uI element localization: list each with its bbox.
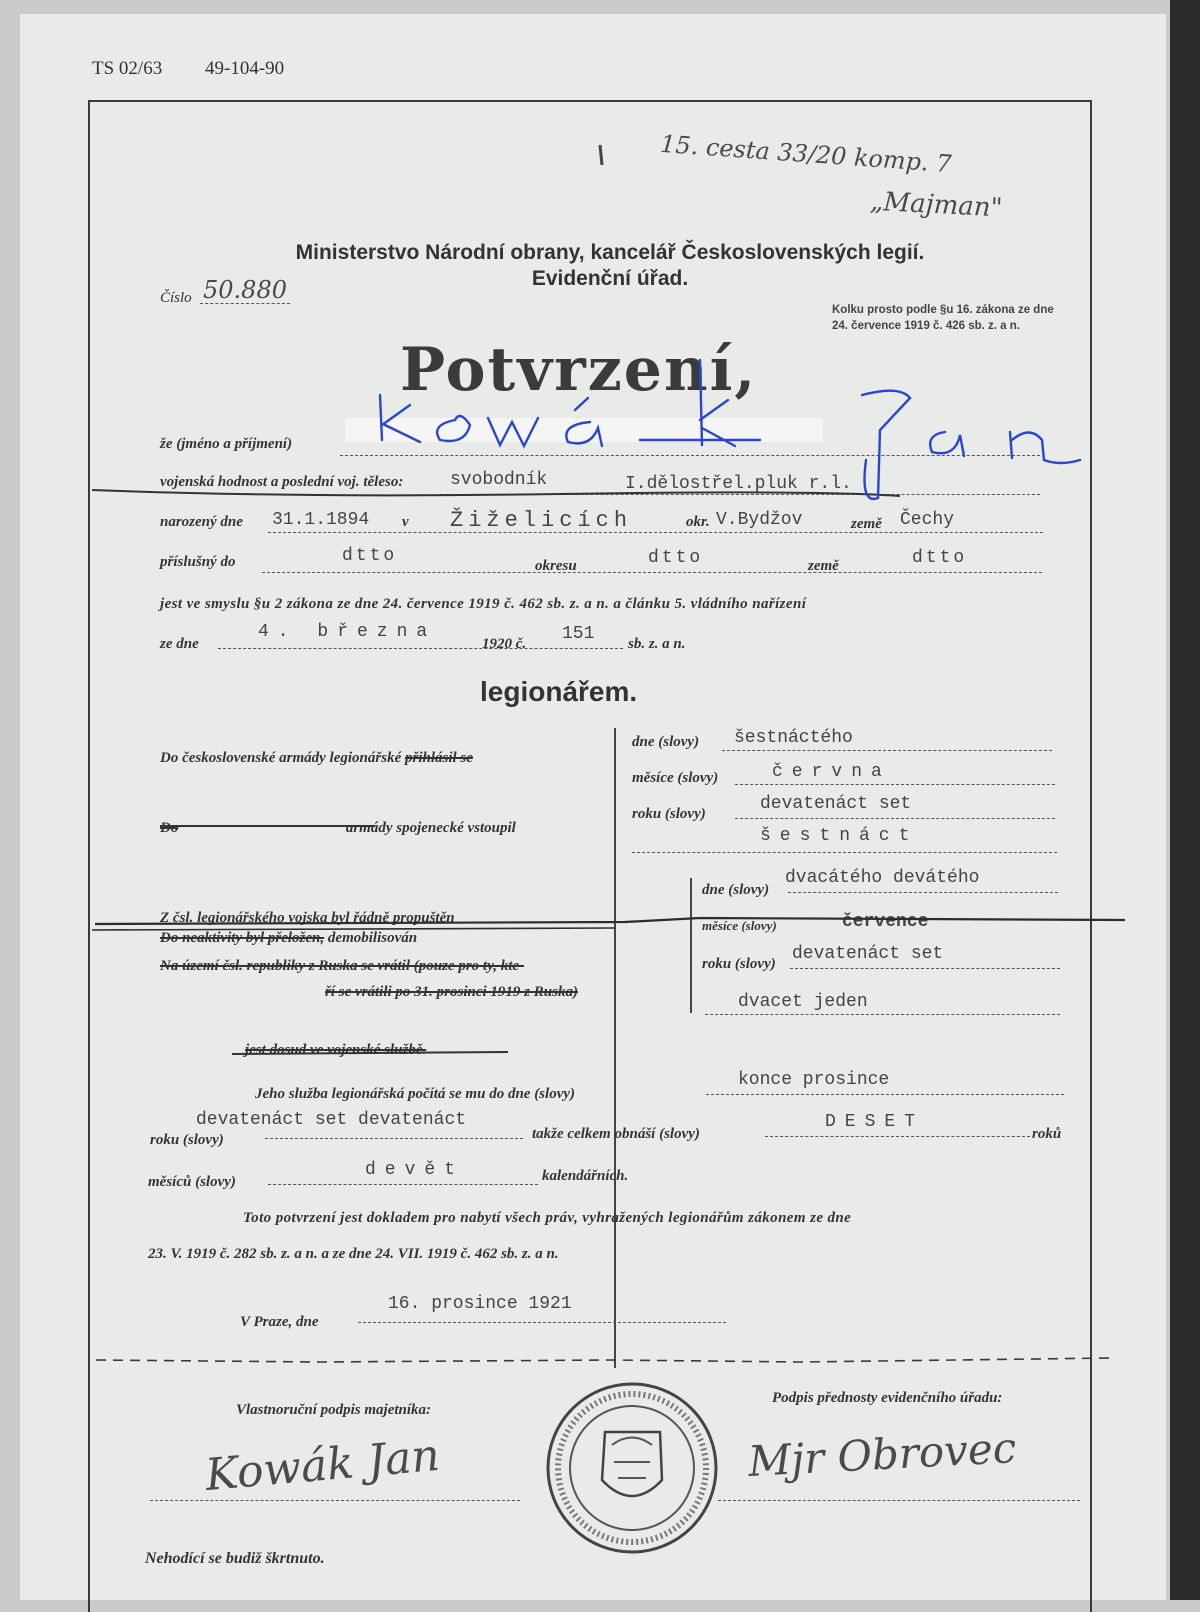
service-months-label: měsíců (slovy) [148, 1174, 236, 1190]
blue-letter-w [488, 418, 538, 446]
service-months-suffix: kalendářních. [542, 1168, 629, 1184]
head-signature: Mjr Obrovec [746, 1423, 1018, 1486]
law-date-label: ze dne [160, 636, 199, 652]
belongs-value: dtto [342, 546, 398, 566]
blue-letter-k [380, 395, 420, 442]
released-year-value-2: dvacet jeden [738, 992, 868, 1012]
joined-month-value: června [772, 762, 891, 782]
service-year-value: devatenáct set devatenáct [196, 1110, 467, 1130]
service-years-suffix: roků [1032, 1126, 1062, 1142]
pen-stroke-rank [92, 490, 900, 496]
document-subtitle: legionářem. [480, 676, 638, 707]
service-months-value: devět [365, 1160, 465, 1180]
reference-code: TS 02/63 [92, 58, 163, 79]
released-day-value: dvacátého devátého [785, 868, 980, 888]
born-date: 31.1.1894 [272, 510, 370, 530]
blue-letter-n [1010, 432, 1080, 463]
closing-line-2: 23. V. 1919 č. 282 sb. z. a n. a ze dne 24. VII. 1919 č. 462 sb. z. a n. [148, 1246, 559, 1262]
number-label: Číslo [160, 290, 192, 306]
owner-signature: Kowák Jan [203, 1429, 442, 1502]
rank-label: vojenská hodnost a poslední voj. těleso: [160, 474, 404, 490]
land2-value: dtto [912, 548, 968, 568]
born-district: V.Bydžov [716, 510, 803, 530]
district-label: okr. [686, 514, 710, 530]
okres-value: dtto [648, 548, 704, 568]
land2-label: země [808, 558, 839, 574]
born-label: narozený dne [160, 514, 243, 530]
blue-letter-j [862, 391, 910, 499]
stamp-exemption-note: Kolku prosto podle §u 16. zákona ze dne 24. července 1919 č. 426 sb. z. a n. [832, 304, 1054, 332]
released-line-3: Na území čsl. republiky z Ruska se vrátil (pouze pro ty, kte- [160, 958, 525, 974]
closing-line-1: Toto potvrzení jest dokladem pro nabytí všech práv, vyhražených legionářům zákonem ze dne [243, 1210, 852, 1226]
released-year-label: roku (slovy) [702, 956, 776, 972]
alt-army-suffix: armády spojenecké vstoupil [345, 820, 516, 836]
blue-letter-a [566, 398, 602, 446]
law-suffix: sb. z. a n. [628, 636, 686, 652]
footer-note: Nehodící se budiž škrtnuto. [145, 1550, 325, 1567]
released-line-2-kept: demobilisován [327, 930, 418, 946]
handwritten-note: 15. cesta 33/20 komp. 7 [659, 129, 953, 179]
joined-label-struck: přihlásil se [404, 750, 473, 766]
official-seal [548, 1384, 716, 1552]
born-in-label: v [402, 514, 409, 530]
joined-year-label: roku (slovy) [632, 806, 706, 822]
born-land: Čechy [900, 510, 955, 530]
born-place: Žiželicích [450, 508, 633, 533]
name-label: že (jméno a příjmení) [160, 436, 293, 452]
pen-tick-mark [600, 145, 602, 165]
unit-value: I.dělostřel.pluk r.l. [625, 474, 852, 494]
service-year-label: roku (slovy) [150, 1132, 224, 1148]
blue-letter-o [437, 416, 470, 441]
released-line-4: ří se vrátili po 31. prosinci 1919 z Ruska) [325, 984, 578, 1000]
pen-stroke-fold [96, 1358, 1112, 1362]
law-year: 1920 č. [482, 636, 527, 652]
blue-name-overlay [380, 360, 1080, 499]
service-start-label: Jeho služba legionářská počítá se mu do dne (slovy) [255, 1086, 576, 1102]
blue-letter-a2 [930, 432, 964, 456]
pen-strike-still-serving [232, 1052, 508, 1054]
place-label: V Praze, dne [240, 1314, 319, 1330]
law-date: 4. března [258, 622, 437, 642]
joined-label-text: Do československé armády legionářské [160, 750, 402, 766]
blue-letter-k2 [640, 360, 760, 446]
alt-army-prefix: Do [160, 820, 179, 836]
released-year-value-1: devatenáct set [792, 944, 944, 964]
place-date: 16. prosince 1921 [388, 1294, 572, 1314]
released-month-value: července [842, 912, 929, 932]
owner-signature-label: Vlastnoruční podpis majetníka: [236, 1402, 432, 1418]
head-signature-label: Podpis přednosty evidenčního úřadu: [772, 1390, 1003, 1406]
service-years-value: DESET [825, 1112, 925, 1132]
released-month-label: měsíce (slovy) [702, 918, 777, 933]
okres-label: okresu [535, 558, 577, 574]
law-text: jest ve smyslu §u 2 zákona ze dne 24. července 1919 č. 462 sb. z. a n. a článku 5. vládního nařízení [160, 596, 807, 612]
handwritten-name: „Majman" [869, 186, 1004, 224]
joined-day-value: šestnáctého [734, 728, 853, 748]
service-total-label: takže celkem obnáší (slovy) [532, 1126, 700, 1142]
ministry-line-2: Evidenční úřad. [531, 267, 689, 290]
joined-day-label: dne (slovy) [632, 734, 700, 750]
still-serving-struck: jest dosud ve vojenské službě. [245, 1042, 427, 1058]
law-number: 151 [562, 624, 595, 644]
joined-month-label: měsíce (slovy) [632, 770, 719, 786]
document-title: Potvrzení, [400, 335, 758, 405]
service-start-value: konce prosince [738, 1070, 890, 1090]
released-line-1: Z čsl. legionářského vojska byl řádně propuštěn [160, 910, 455, 926]
released-line-2-struck: Do neaktivity byl přeložen, [160, 930, 325, 946]
pen-stroke-release [95, 918, 1125, 924]
joined-year-value-1: devatenáct set [760, 794, 912, 814]
pen-stroke-release-2 [92, 928, 615, 930]
land-label: země [851, 516, 882, 532]
belongs-label: příslušný do [160, 554, 236, 570]
ministry-line-1: Ministerstvo Národní obrany, kancelář Československých legií. [295, 241, 925, 264]
rank-value: svobodník [450, 470, 548, 490]
joined-year-value-2: šestnáct [760, 826, 919, 846]
reference-number: 49-104-90 [205, 58, 285, 79]
released-day-label: dne (slovy) [702, 882, 770, 898]
number-value: 50.880 [203, 276, 287, 304]
